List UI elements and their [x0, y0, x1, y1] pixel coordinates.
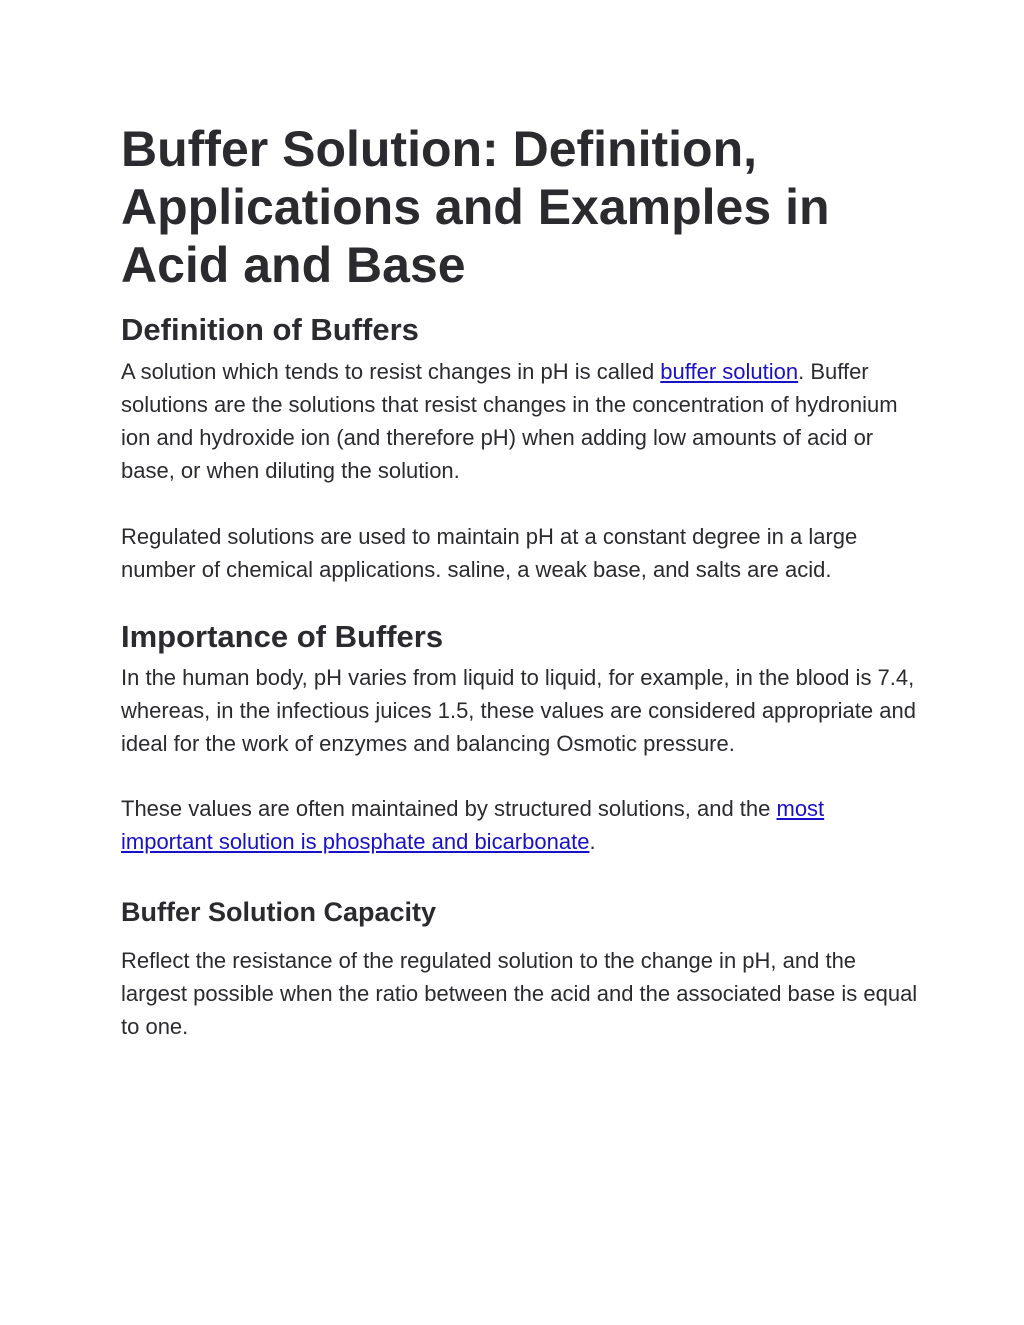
heading-buffer-solution-capacity: Buffer Solution Capacity [121, 897, 437, 927]
paragraph-human-body: In the human body, pH varies from liquid to liquid, for example, in the blood is 7.4, whereas, in the infectious juices 1.5, these values are considered appropriate and ideal for the work of enzymes and balancing Osmotic pressure. [121, 665, 916, 756]
paragraph-values-maintained [121, 792, 921, 858]
page-title: Buffer Solution: Definition, Applications and Examples in Acid and Base [121, 121, 830, 293]
paragraph-definition-text-start: A solution which tends to resist changes in pH is called [121, 359, 661, 384]
article [121, 120, 921, 1043]
buffer-solution-link[interactable]: buffer solution [660, 359, 799, 384]
phosphate-bicarbonate-link[interactable]: most important solution is phosphate and bicarbonate [121, 796, 825, 854]
paragraph-definition-text-end: . Buffer solutions are the solutions that resist changes in the concentration of hydronium ion and hydroxide ion (and therefore pH) when adding low amounts of acid or base, or when diluting the solution. [121, 359, 898, 483]
paragraph-values-text-end: . [589, 829, 596, 854]
paragraph-capacity: Reflect the resistance of the regulated solution to the change in pH, and the largest possible when the ratio between the acid and the associated base is equal to one. [121, 948, 918, 1039]
paragraph-definition [121, 355, 921, 487]
heading-importance-of-buffers: Importance of Buffers [121, 619, 444, 654]
paragraph-regulated-solutions: Regulated solutions are used to maintain pH at a constant degree in a large number of chemical applications. saline, a weak base, and salts are acid. [121, 524, 858, 582]
paragraph-values-text-start: These values are often maintained by structured solutions, and the [121, 796, 777, 821]
heading-definition-of-buffers: Definition of Buffers [121, 312, 419, 347]
